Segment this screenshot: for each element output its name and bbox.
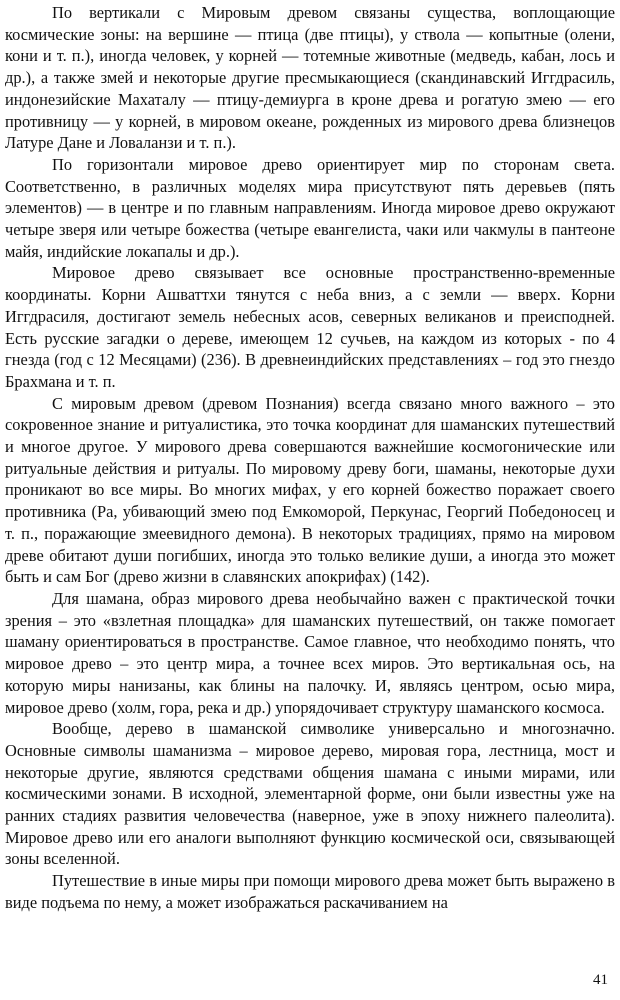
page-number: 41 xyxy=(593,972,608,988)
paragraph-7: Путешествие в иные миры при помощи мирового древа может быть выражено в виде подъема по нему, а может изображаться раскачиванием на xyxy=(5,871,615,912)
paragraph-4: С мировым древом (древом Познания) всегда связано много важного – это сокровенное знание и ритуалистика, это точка координат для шаманских путешествий и многое другое. У мирового древа совершаются важнейшие космогонические или ритуальные действия и ритуалы. По мировому древу боги, шаманы, некоторые духи проникают во все миры. Во многих мифах, у его корней божество поражает своего противника (Ра, убивающий змею под Емкоморой, Перкунас, Георгий Победоносец и т. п., поражающие змеевидного демона). В некоторых традициях, прямо на мировом древе обитают души погибших, иногда это только великие души, а иногда это может быть и сам Бог (древо жизни в славянских апокрифах) (142). xyxy=(5,393,615,587)
paragraph-3: Мировое древо связывает все основные пространственно-временные координаты. Корни Ашваттхи тянутся с неба вниз, а с земли — вверх. Корни Иггдрасиля, достигают земель небесных асов, северных великанов и преисподней. Есть русские загадки о дереве, имеющем 12 сучьев, на каждом из которых - по 4 гнезда (год с 12 Месяцами) (236). В древнеиндийских представлениях – год это гнездо Брахмана и т. п. xyxy=(5,263,615,391)
paragraph-1: По вертикали с Мировым древом связаны существа, воплощающие космические зоны: на вершине — птица (две птицы), у ствола — копытные (олени, кони и т. п.), иногда человек, у корней — тотемные животные (медведь, кабан, лось и др.), а также змей и некоторые другие пресмыкающиеся (скандинавский Иггдрасиль, индонезийские Махаталу — птицу-демиурга в кроне древа и рогатую змею — его противницу — у корней, в мировом океане, рожденных из мирового древа близнецов Латуре Дане и Ловаланзи и т. п.). xyxy=(5,3,615,153)
paragraph-2: По горизонтали мировое древо ориентирует мир по сторонам света. Соответственно, в различных моделях мира присутствуют пять деревьев (пять элементов) — в центре и по главным направлениям. Иногда мировое древо окружают четыре зверя или четыре божества (четыре евангелиста, чаки или чакмулы в пантеоне майя, индийские локапалы и др.). xyxy=(5,154,615,261)
paragraph-6: Вообще, дерево в шаманской символике универсально и многозначно. Основные символы шаманизма – мировое дерево, мировая гора, лестница, мост и некоторые другие, являются средствами общения шамана с иными мирами, или космическими зонами. В исходной, элементарной форме, они были известны уже на ранних стадиях развития человечества (наверное, уже в эпоху нижнего палеолита). Мировое древо или его аналоги выполняют функцию космической оси, связывающей зоны вселенной. xyxy=(5,719,615,869)
paragraph-5: Для шамана, образ мирового древа необычайно важен с практической точки зрения – это «взлетная площадка» для шаманских путешествий, он также помогает шаману ориентироваться в пространстве. Самое главное, что необходимо понять, что мировое древо – это центр мира, а точнее всех миров. Это вертикальная ось, на которую миры нанизаны, как блины на палочку. И, являясь центром, осью мира, мировое древо (холм, гора, река и др.) упорядочивает структуру шаманского космоса. xyxy=(5,588,615,717)
